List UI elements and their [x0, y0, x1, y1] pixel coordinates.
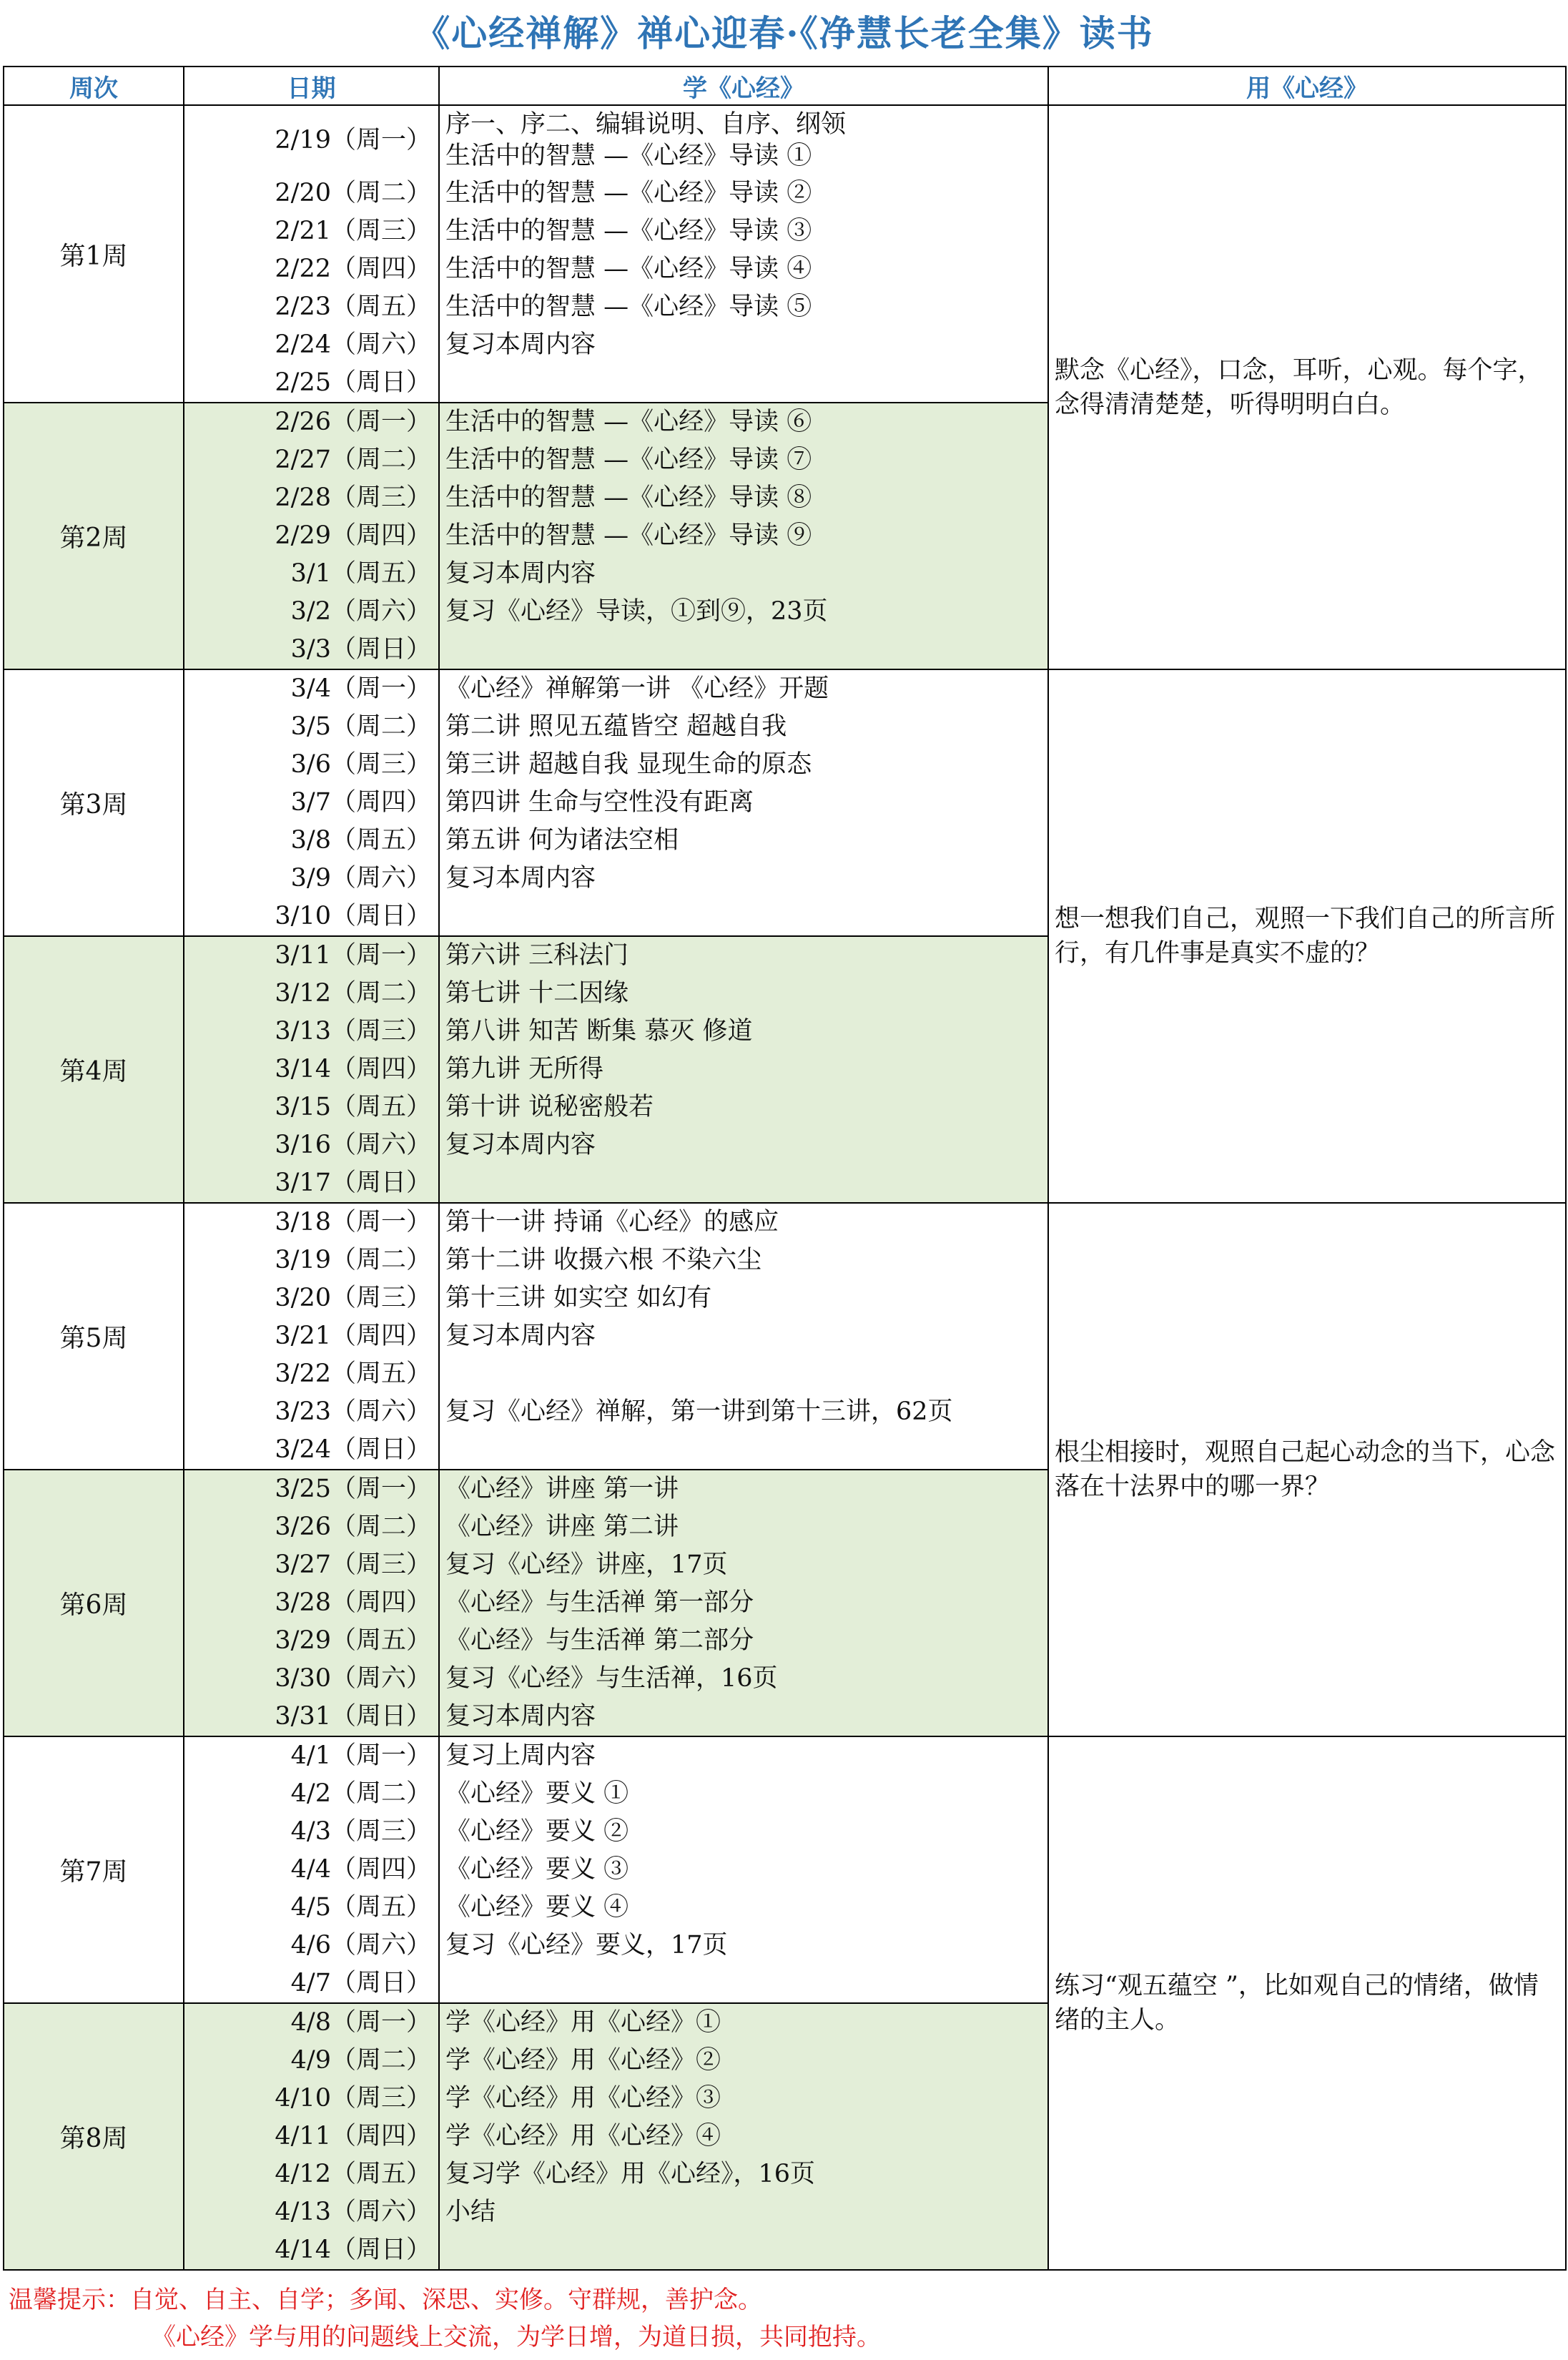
study-item: 生活中的智慧 —《心经》导读 ⑥ [445, 408, 812, 436]
week-label: 第2周 [4, 403, 184, 669]
study-item: 复习《心经》禅解，第一讲到第十三讲，62页 [445, 1397, 953, 1426]
date-item: 2/22（周四） [275, 255, 431, 283]
date-item: 4/4（周四） [290, 1855, 431, 1884]
study-item: 《心经》讲座 第一讲 [445, 1475, 679, 1503]
date-item: 3/5（周二） [290, 712, 431, 741]
date-item: 4/11（周四） [275, 2122, 431, 2150]
date-item: 4/7（周日） [290, 1969, 431, 1997]
date-item: 2/19（周一） [275, 126, 431, 154]
week-label: 第3周 [4, 669, 184, 936]
header-study: 学《心经》 [439, 67, 1048, 105]
study-item [445, 1126, 1047, 1202]
study-item: 生活中的智慧 —《心经》导读 ⑦ [445, 446, 812, 474]
week-row [4, 1736, 1566, 2003]
study-item: 《心经》要义 ① [445, 1779, 629, 1808]
header-week: 周次 [4, 67, 184, 105]
study-item [445, 1355, 1047, 1393]
study-item: 《心经》禅解第一讲 《心经》开题 [445, 674, 829, 703]
study-item: 学《心经》用《心经》① [445, 2008, 721, 2037]
reading-schedule-table [3, 66, 1567, 2271]
study-item: 生活中的智慧 —《心经》导读 ② [445, 179, 812, 207]
date-item: 3/27（周三） [275, 1550, 431, 1579]
study-cell [439, 1203, 1048, 1470]
study-text: 复习本周内容 [445, 864, 596, 893]
study-item: 生活中的智慧 —《心经》导读 ⑧ [445, 483, 812, 512]
date-item: 3/26（周二） [275, 1513, 431, 1541]
study-item: 第六讲 三科法门 [445, 941, 629, 970]
date-item: 3/20（周三） [275, 1284, 431, 1312]
study-item: 复习学《心经》用《心经》，16页 [445, 2160, 816, 2188]
date-item: 4/1（周一） [290, 1741, 431, 1770]
date-cell [184, 2003, 439, 2270]
study-item: 复习本周内容 [445, 1322, 596, 1350]
study-item: 第十三讲 如实空 如幻有 [445, 1284, 712, 1312]
date-item: 4/13（周六） [275, 2198, 431, 2226]
study-cell [439, 1470, 1048, 1736]
date-item: 3/16（周六） [275, 1131, 431, 1159]
study-item: 学《心经》用《心经》③ [445, 2084, 721, 2113]
date-item: 3/30（周六） [275, 1664, 431, 1693]
week-label: 第8周 [4, 2003, 184, 2270]
study-cell [439, 105, 1048, 403]
study-item: 学《心经》用《心经》② [445, 2046, 721, 2075]
study-item [445, 593, 1047, 669]
study-item: 《心经》要义 ③ [445, 1855, 629, 1884]
study-item: 《心经》要义 ④ [445, 1893, 629, 1922]
date-item: 3/19（周二） [275, 1246, 431, 1274]
study-item [445, 860, 1047, 935]
date-item: 3/1（周五） [290, 559, 431, 588]
study-item: 《心经》讲座 第二讲 [445, 1513, 679, 1541]
study-item [445, 1927, 1047, 2002]
study-item: 复习本周内容 [445, 1702, 596, 1731]
date-item: 4/10（周三） [275, 2084, 431, 2113]
study-item: 第十二讲 收摄六根 不染六尘 [445, 1246, 762, 1274]
header-row [4, 67, 1566, 105]
study-item: 《心经》要义 ② [445, 1817, 629, 1846]
date-item: 3/4（周一） [290, 674, 431, 703]
date-item: 3/22（周五） [275, 1360, 431, 1388]
date-item: 3/23（周六） [275, 1397, 431, 1426]
date-item: 3/9（周六） [290, 864, 431, 893]
study-text: 复习本周内容 [445, 330, 596, 359]
footer-note [9, 2281, 1560, 2356]
study-text: 复习《心经》导读，①到⑨，23页 [445, 597, 828, 626]
date-item: 3/25（周一） [275, 1475, 431, 1503]
date-item: 3/15（周五） [275, 1093, 431, 1121]
date-item: 2/28（周三） [275, 483, 431, 512]
date-item: 3/31（周日） [275, 1702, 431, 1731]
date-item: 2/29（周四） [275, 521, 431, 550]
date-item: 3/24（周日） [275, 1435, 431, 1464]
study-item: 第七讲 十二因缘 [445, 979, 629, 1008]
date-item: 3/18（周一） [275, 1208, 431, 1236]
date-cell [184, 105, 439, 403]
date-item: 3/6（周三） [290, 750, 431, 779]
date-item: 2/25（周日） [275, 368, 431, 397]
date-cell [184, 936, 439, 1203]
date-item: 2/27（周二） [275, 446, 431, 474]
week-label: 第7周 [4, 1736, 184, 2003]
week-row [4, 1203, 1566, 1470]
date-item: 4/9（周二） [290, 2046, 431, 2075]
date-cell [184, 1203, 439, 1470]
study-item: 生活中的智慧 —《心经》导读 ⑤ [445, 292, 812, 321]
study-cell [439, 936, 1048, 1203]
study-item: 第九讲 无所得 [445, 1055, 604, 1083]
date-item: 3/2（周六） [290, 597, 431, 626]
date-cell [184, 1470, 439, 1736]
date-item: 4/2（周二） [290, 1779, 431, 1808]
study-cell [439, 669, 1048, 936]
study-item [445, 326, 1047, 402]
study-item: 生活中的智慧 —《心经》导读 ④ [445, 255, 812, 283]
study-text: 复习《心经》要义，17页 [445, 1931, 728, 1960]
study-text: 生活中的智慧 —《心经》导读 ① [445, 142, 812, 170]
study-item: 第三讲 超越自我 显现生命的原态 [445, 750, 812, 779]
use-note: 练习“观五蕴空 ”，比如观自己的情绪，做情绪的主人。 [1048, 1736, 1566, 2270]
study-cell [439, 403, 1048, 669]
study-item: 第十讲 说秘密般若 [445, 1093, 654, 1121]
date-item: 2/26（周一） [275, 408, 431, 436]
date-item: 3/13（周三） [275, 1017, 431, 1046]
page-title: 《心经禅解》禅心迎春·《净慧长老全集》读书 [414, 12, 1154, 54]
date-item: 2/20（周二） [275, 179, 431, 207]
study-item: 《心经》与生活禅 第二部分 [445, 1626, 754, 1655]
study-item: 生活中的智慧 —《心经》导读 ③ [445, 217, 812, 245]
date-item: 3/14（周四） [275, 1055, 431, 1083]
week-label: 第5周 [4, 1203, 184, 1470]
study-item: 复习本周内容 [445, 559, 596, 588]
date-item: 3/11（周一） [275, 941, 431, 970]
header-date: 日期 [184, 67, 439, 105]
week-row [4, 669, 1566, 936]
date-item: 2/23（周五） [275, 292, 431, 321]
date-item: 4/3（周三） [290, 1817, 431, 1846]
study-item: 第十一讲 持诵《心经》的感应 [445, 1208, 779, 1236]
date-item: 4/8（周一） [290, 2008, 431, 2037]
date-item: 4/6（周六） [290, 1931, 431, 1960]
footer-line-1: 温馨提示：自觉、自主、自学；多闻、深思、实修。守群规，善护念。 [9, 2286, 762, 2314]
study-item: 复习上周内容 [445, 1741, 596, 1770]
week-label: 第6周 [4, 1470, 184, 1736]
study-item: 第五讲 何为诸法空相 [445, 826, 679, 855]
date-item: 3/7（周四） [290, 788, 431, 817]
date-item: 3/3（周日） [290, 635, 431, 664]
date-item: 3/10（周日） [275, 902, 431, 930]
study-text: 序一、序二、编辑说明、自序、纲领 [445, 110, 847, 139]
use-note: 想一想我们自己，观照一下我们自己的所言所行，有几件事是真实不虚的？ [1048, 669, 1566, 1203]
week-label: 第4周 [4, 936, 184, 1203]
date-cell [184, 669, 439, 936]
date-item: 3/8（周五） [290, 826, 431, 855]
footer-line-2: 《心经》学与用的问题线上交流，为学日增，为道日损，共同抱持。 [152, 2323, 881, 2351]
date-item: 3/28（周四） [275, 1588, 431, 1617]
date-item: 4/12（周五） [275, 2160, 431, 2188]
date-item: 3/12（周二） [275, 979, 431, 1008]
use-note: 根尘相接时，观照自己起心动念的当下，心念落在十法界中的哪一界？ [1048, 1203, 1566, 1736]
study-item: 复习《心经》与生活禅，16页 [445, 1664, 778, 1693]
date-cell [184, 1736, 439, 2003]
date-item: 2/24（周六） [275, 330, 431, 359]
date-item: 4/5（周五） [290, 1893, 431, 1922]
study-text: 小结 [445, 2198, 496, 2226]
study-item [445, 1431, 1047, 1469]
date-item: 3/29（周五） [275, 1626, 431, 1655]
date-item: 3/21（周四） [275, 1322, 431, 1350]
study-cell [439, 1736, 1048, 2003]
use-note: 默念《心经》，口念，耳听，心观。每个字，念得清清楚楚，听得明明白白。 [1048, 105, 1566, 669]
study-item: 学《心经》用《心经》④ [445, 2122, 721, 2150]
study-item: 第四讲 生命与空性没有距离 [445, 788, 754, 817]
study-item [445, 2193, 1047, 2269]
study-item: 第二讲 照见五蕴皆空 超越自我 [445, 712, 787, 741]
header-use: 用《心经》 [1048, 67, 1566, 105]
study-item: 第八讲 知苦 断集 慕灭 修道 [445, 1017, 753, 1046]
study-text: 复习本周内容 [445, 1131, 596, 1159]
study-cell [439, 2003, 1048, 2270]
date-item: 2/21（周三） [275, 217, 431, 245]
study-item: 《心经》与生活禅 第一部分 [445, 1588, 754, 1617]
study-item: 生活中的智慧 —《心经》导读 ⑨ [445, 521, 812, 550]
date-item: 4/14（周日） [275, 2236, 431, 2264]
study-item: 复习《心经》讲座，17页 [445, 1550, 728, 1579]
week-label: 第1周 [4, 105, 184, 403]
study-item [445, 106, 1047, 174]
date-cell [184, 403, 439, 669]
week-row [4, 105, 1566, 403]
date-item: 3/17（周日） [275, 1169, 431, 1197]
